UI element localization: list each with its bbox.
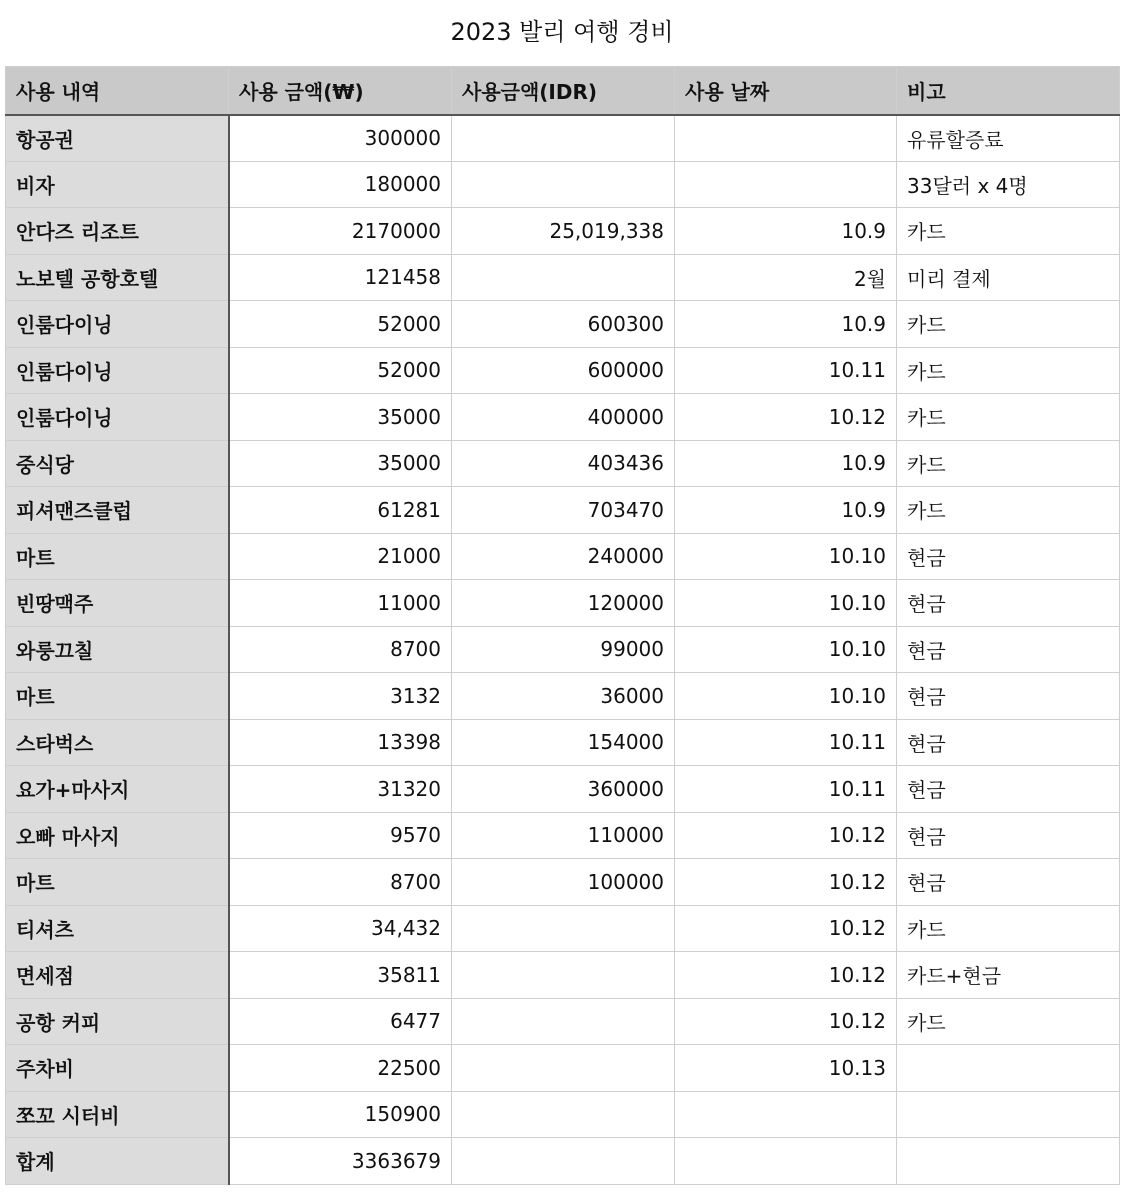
cell-note[interactable]: 현금 xyxy=(897,766,1120,813)
cell-idr[interactable] xyxy=(452,1045,675,1092)
expense-table xyxy=(5,66,1120,1185)
cell-note[interactable]: 카드 xyxy=(897,394,1120,441)
cell-idr[interactable]: 120000 xyxy=(452,580,675,627)
cell-date[interactable] xyxy=(675,115,897,162)
cell-krw[interactable]: 35000 xyxy=(229,394,452,441)
cell-krw[interactable]: 35811 xyxy=(229,952,452,999)
cell-item[interactable]: 공항 커피 xyxy=(6,998,229,1045)
cell-date[interactable]: 10.10 xyxy=(675,533,897,580)
table-row xyxy=(6,812,1120,859)
header-row xyxy=(6,67,1120,115)
cell-idr[interactable]: 25,019,338 xyxy=(452,208,675,255)
cell-idr[interactable]: 403436 xyxy=(452,440,675,487)
cell-krw[interactable]: 13398 xyxy=(229,719,452,766)
cell-date[interactable]: 10.12 xyxy=(675,812,897,859)
cell-item[interactable]: 인룸다이닝 xyxy=(6,394,229,441)
cell-krw[interactable]: 52000 xyxy=(229,347,452,394)
cell-date[interactable]: 10.11 xyxy=(675,719,897,766)
table-row xyxy=(6,952,1120,999)
cell-date[interactable]: 2월 xyxy=(675,254,897,301)
cell-idr[interactable] xyxy=(452,254,675,301)
cell-item[interactable]: 중식당 xyxy=(6,440,229,487)
cell-krw[interactable]: 61281 xyxy=(229,487,452,534)
cell-note[interactable]: 33달러 x 4명 xyxy=(897,161,1120,208)
table-row xyxy=(6,1138,1120,1185)
cell-item[interactable]: 마트 xyxy=(6,859,229,906)
table-row xyxy=(6,626,1120,673)
cell-krw[interactable]: 2170000 xyxy=(229,208,452,255)
cell-krw[interactable]: 8700 xyxy=(229,626,452,673)
cell-date[interactable]: 10.12 xyxy=(675,859,897,906)
cell-idr[interactable]: 36000 xyxy=(452,673,675,720)
cell-date[interactable]: 10.11 xyxy=(675,347,897,394)
cell-krw[interactable]: 3132 xyxy=(229,673,452,720)
cell-idr[interactable] xyxy=(452,952,675,999)
table-row xyxy=(6,301,1120,348)
cell-date[interactable]: 10.12 xyxy=(675,394,897,441)
column-header-note[interactable]: 비고 xyxy=(897,67,1120,115)
cell-date[interactable]: 10.10 xyxy=(675,673,897,720)
cell-item[interactable]: 인룸다이닝 xyxy=(6,347,229,394)
cell-krw[interactable]: 11000 xyxy=(229,580,452,627)
cell-item[interactable]: 피셔맨즈클럽 xyxy=(6,487,229,534)
cell-item[interactable]: 합계 xyxy=(6,1138,229,1185)
cell-note[interactable]: 현금 xyxy=(897,580,1120,627)
cell-date[interactable]: 10.12 xyxy=(675,905,897,952)
cell-idr[interactable]: 240000 xyxy=(452,533,675,580)
cell-idr[interactable]: 99000 xyxy=(452,626,675,673)
cell-idr[interactable] xyxy=(452,905,675,952)
table-row xyxy=(6,394,1120,441)
column-header-date[interactable]: 사용 날짜 xyxy=(675,67,897,115)
cell-item[interactable]: 안다즈 리조트 xyxy=(6,208,229,255)
cell-idr[interactable]: 110000 xyxy=(452,812,675,859)
cell-date[interactable]: 10.13 xyxy=(675,1045,897,1092)
cell-date[interactable] xyxy=(675,161,897,208)
table-row xyxy=(6,208,1120,255)
cell-date[interactable] xyxy=(675,1138,897,1185)
cell-krw[interactable]: 121458 xyxy=(229,254,452,301)
cell-item[interactable]: 티셔츠 xyxy=(6,905,229,952)
table-row xyxy=(6,161,1120,208)
cell-krw[interactable]: 3363679 xyxy=(229,1138,452,1185)
cell-date[interactable]: 10.9 xyxy=(675,440,897,487)
table-body xyxy=(6,115,1120,1185)
cell-note[interactable]: 카드 xyxy=(897,487,1120,534)
cell-note[interactable]: 유류할증료 xyxy=(897,115,1120,162)
cell-note[interactable]: 현금 xyxy=(897,859,1120,906)
cell-date[interactable]: 10.12 xyxy=(675,952,897,999)
cell-date[interactable]: 10.12 xyxy=(675,998,897,1045)
cell-note[interactable] xyxy=(897,1138,1120,1185)
cell-krw[interactable]: 9570 xyxy=(229,812,452,859)
cell-date[interactable]: 10.9 xyxy=(675,301,897,348)
cell-note[interactable] xyxy=(897,1091,1120,1138)
cell-idr[interactable] xyxy=(452,998,675,1045)
cell-date[interactable]: 10.9 xyxy=(675,487,897,534)
cell-idr[interactable] xyxy=(452,115,675,162)
cell-idr[interactable]: 360000 xyxy=(452,766,675,813)
cell-item[interactable]: 비자 xyxy=(6,161,229,208)
cell-idr[interactable]: 154000 xyxy=(452,719,675,766)
cell-date[interactable] xyxy=(675,1091,897,1138)
table-row xyxy=(6,487,1120,534)
cell-note[interactable]: 미리 결제 xyxy=(897,254,1120,301)
table-row xyxy=(6,766,1120,813)
cell-idr[interactable] xyxy=(452,161,675,208)
cell-krw[interactable]: 52000 xyxy=(229,301,452,348)
cell-item[interactable]: 오빠 마사지 xyxy=(6,812,229,859)
cell-krw[interactable]: 35000 xyxy=(229,440,452,487)
cell-krw[interactable]: 31320 xyxy=(229,766,452,813)
table-row xyxy=(6,673,1120,720)
table-row xyxy=(6,1091,1120,1138)
cell-item[interactable]: 와룽끄칠 xyxy=(6,626,229,673)
cell-note[interactable]: 카드 xyxy=(897,301,1120,348)
cell-idr[interactable] xyxy=(452,1091,675,1138)
table-row xyxy=(6,440,1120,487)
cell-krw[interactable]: 34,432 xyxy=(229,905,452,952)
cell-note[interactable]: 카드+현금 xyxy=(897,952,1120,999)
cell-item[interactable]: 스타벅스 xyxy=(6,719,229,766)
cell-note[interactable]: 카드 xyxy=(897,905,1120,952)
cell-date[interactable]: 10.10 xyxy=(675,580,897,627)
cell-item[interactable]: 인룸다이닝 xyxy=(6,301,229,348)
cell-krw[interactable]: 22500 xyxy=(229,1045,452,1092)
table-row xyxy=(6,580,1120,627)
cell-krw[interactable]: 8700 xyxy=(229,859,452,906)
table-row xyxy=(6,254,1120,301)
cell-note[interactable]: 카드 xyxy=(897,347,1120,394)
cell-item[interactable]: 노보텔 공항호텔 xyxy=(6,254,229,301)
column-header-idr[interactable]: 사용금액(IDR) xyxy=(452,67,675,115)
cell-date[interactable]: 10.10 xyxy=(675,626,897,673)
table-row xyxy=(6,719,1120,766)
column-header-krw[interactable]: 사용 금액(₩) xyxy=(229,67,452,115)
cell-item[interactable]: 주차비 xyxy=(6,1045,229,1092)
cell-item[interactable]: 면세점 xyxy=(6,952,229,999)
cell-krw[interactable]: 21000 xyxy=(229,533,452,580)
cell-krw[interactable]: 180000 xyxy=(229,161,452,208)
cell-krw[interactable]: 6477 xyxy=(229,998,452,1045)
cell-note[interactable]: 현금 xyxy=(897,812,1120,859)
cell-note[interactable]: 현금 xyxy=(897,533,1120,580)
cell-note[interactable]: 카드 xyxy=(897,208,1120,255)
cell-idr[interactable]: 703470 xyxy=(452,487,675,534)
cell-date[interactable]: 10.9 xyxy=(675,208,897,255)
cell-note[interactable]: 현금 xyxy=(897,626,1120,673)
table-row xyxy=(6,533,1120,580)
cell-item[interactable]: 항공권 xyxy=(6,115,229,162)
table-row xyxy=(6,998,1120,1045)
table-row xyxy=(6,1045,1120,1092)
cell-note[interactable]: 카드 xyxy=(897,998,1120,1045)
cell-note[interactable]: 현금 xyxy=(897,719,1120,766)
cell-krw[interactable]: 150900 xyxy=(229,1091,452,1138)
cell-item[interactable]: 빈땅맥주 xyxy=(6,580,229,627)
cell-idr[interactable]: 400000 xyxy=(452,394,675,441)
sheet-title: 2023 발리 여행 경비 xyxy=(450,18,674,46)
cell-idr[interactable]: 600300 xyxy=(452,301,675,348)
table-row xyxy=(6,115,1120,162)
cell-note[interactable] xyxy=(897,1045,1120,1092)
cell-idr[interactable]: 100000 xyxy=(452,859,675,906)
cell-note[interactable]: 현금 xyxy=(897,673,1120,720)
cell-item[interactable]: 마트 xyxy=(6,533,229,580)
cell-idr[interactable] xyxy=(452,1138,675,1185)
cell-idr[interactable]: 600000 xyxy=(452,347,675,394)
cell-item[interactable]: 쪼꼬 시터비 xyxy=(6,1091,229,1138)
table-row xyxy=(6,859,1120,906)
cell-date[interactable]: 10.11 xyxy=(675,766,897,813)
table-header xyxy=(6,67,1120,115)
cell-item[interactable]: 요가+마사지 xyxy=(6,766,229,813)
cell-item[interactable]: 마트 xyxy=(6,673,229,720)
table-row xyxy=(6,905,1120,952)
table-row xyxy=(6,347,1120,394)
column-header-item[interactable]: 사용 내역 xyxy=(6,67,229,115)
cell-krw[interactable]: 300000 xyxy=(229,115,452,162)
cell-note[interactable]: 카드 xyxy=(897,440,1120,487)
